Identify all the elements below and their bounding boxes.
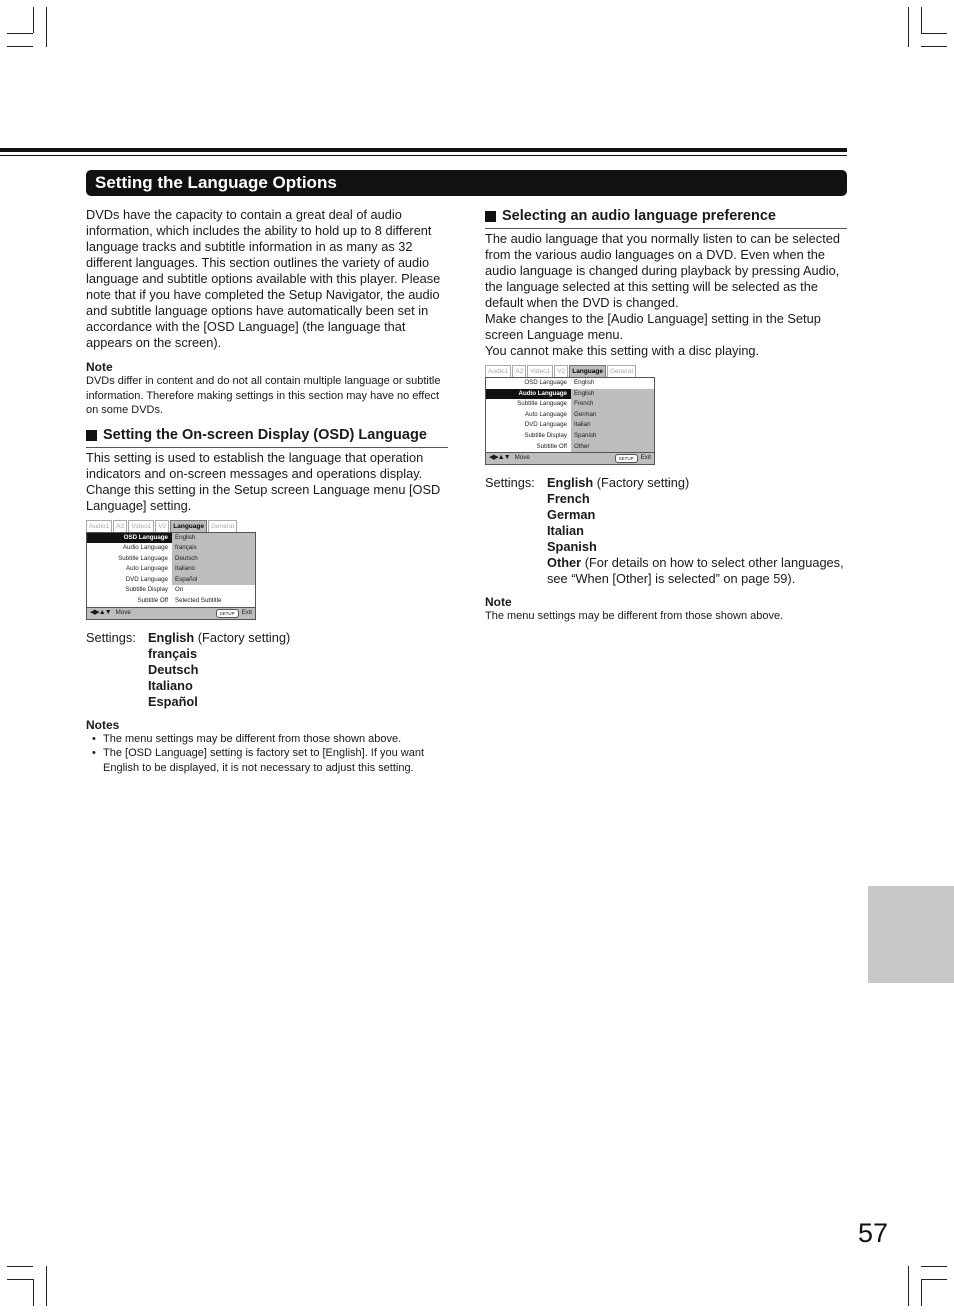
settings-options xyxy=(547,475,847,587)
row-value: English xyxy=(574,379,595,386)
row-value: English xyxy=(172,533,255,544)
row-label: OSD Language xyxy=(524,379,567,386)
osd-row xyxy=(87,585,255,596)
row-value: Selected Subtitle xyxy=(175,597,222,605)
crop-mark xyxy=(33,7,34,33)
tab-language: Language xyxy=(569,365,606,377)
tab-language: Language xyxy=(170,520,207,532)
setting-option: Other xyxy=(547,555,582,571)
osd-row xyxy=(486,389,654,400)
row-label: Audio Language xyxy=(486,389,571,400)
exit-label: Exit xyxy=(640,454,651,462)
row-value: français xyxy=(172,543,255,554)
header-rule-thin xyxy=(0,155,847,156)
move-label: Move xyxy=(514,454,530,462)
tab-audio1: Audio1 xyxy=(86,520,112,532)
setting-option: français xyxy=(148,645,198,661)
row-label: Subtitle Off xyxy=(536,442,567,450)
setting-option: Spanish xyxy=(547,539,597,555)
crop-mark xyxy=(921,7,922,33)
crop-mark xyxy=(921,1266,947,1267)
row-label: Subtitle Language xyxy=(118,554,168,562)
square-bullet-icon xyxy=(86,430,97,441)
osd-panel xyxy=(485,377,655,465)
audio-heading xyxy=(485,207,847,229)
tab-general: General xyxy=(607,365,636,377)
crop-mark xyxy=(46,1266,47,1306)
crop-mark xyxy=(921,33,947,34)
osd-footer xyxy=(87,607,255,619)
note-text: The menu settings may be different from those shown above. xyxy=(485,610,784,623)
row-value: French xyxy=(571,399,654,410)
list-item: • The [OSD Language] setting is factory set to [English]. If you want English to be displayed, it is not necessary to adjust this setting. xyxy=(86,746,448,775)
row-label: DVD Language xyxy=(125,575,168,583)
tab-v2: V2 xyxy=(155,520,169,532)
osd-row xyxy=(87,596,255,607)
crop-mark xyxy=(7,46,33,47)
audio-paragraph-2: Make changes to the [Audio Language] setting in the Setup screen Language menu. xyxy=(485,311,821,342)
crop-mark xyxy=(908,1266,909,1306)
crop-mark xyxy=(7,33,33,34)
crop-mark xyxy=(7,1279,33,1280)
setting-option: Español xyxy=(148,693,198,709)
crop-mark xyxy=(7,1266,33,1267)
audio-settings xyxy=(485,475,847,587)
osd-tabs xyxy=(485,365,655,377)
note-title: Note xyxy=(485,595,512,610)
row-label: Auto Language xyxy=(525,410,567,418)
osd-row xyxy=(87,554,255,565)
crop-mark xyxy=(908,7,909,47)
audio-paragraph: The audio language that you normally listen to can be selected from the various audio languages on a DVD. Even when the audio language is changed during playback by pressing Audio, the language selected at this setting will be selected as the default when the DVD is changed. xyxy=(485,231,840,310)
osd-row xyxy=(87,533,255,544)
crop-mark xyxy=(33,1279,34,1306)
section-title: Setting the Language Options xyxy=(86,170,847,196)
osd-heading-text: Setting the On-screen Display (OSD) Language xyxy=(103,426,427,443)
tab-video1: Video1 xyxy=(527,365,553,377)
move-label: Move xyxy=(115,608,131,616)
row-value: On xyxy=(175,586,184,594)
settings-label: Settings: xyxy=(485,475,535,491)
tab-audio1: Audio1 xyxy=(485,365,511,377)
row-value: German xyxy=(571,410,654,421)
osd-row xyxy=(486,431,654,442)
setting-option: German xyxy=(547,507,596,523)
right-column xyxy=(485,207,847,624)
arrow-keys-icon: ◀▶▲▼ xyxy=(489,454,510,462)
tab-a2: A2 xyxy=(512,365,526,377)
setting-option: French xyxy=(547,491,590,507)
setting-option: English xyxy=(148,629,195,645)
notes-title: Notes xyxy=(86,717,120,732)
settings-options xyxy=(148,630,290,710)
note-text: DVDs differ in content and do not all contain multiple language or subtitle information. Therefore making settings in this section may have no effect on some DVDs. xyxy=(86,375,441,416)
row-value: Italiano xyxy=(172,564,255,575)
setup-key-icon: SETUP xyxy=(615,454,638,463)
note-title: Note xyxy=(86,360,113,374)
row-value: Deutsch xyxy=(172,554,255,565)
osd-row xyxy=(486,410,654,421)
setting-suffix: (Factory setting) xyxy=(593,475,690,491)
tab-general: General xyxy=(208,520,237,532)
osd-settings xyxy=(86,630,448,710)
row-label: OSD Language xyxy=(87,533,172,544)
audio-heading-text: Selecting an audio language preference xyxy=(502,208,776,224)
setup-key-icon: SETUP xyxy=(216,609,239,618)
row-label: Subtitle Language xyxy=(517,400,567,408)
exit-label: Exit xyxy=(241,608,252,616)
setting-option: Italian xyxy=(547,523,584,539)
setting-suffix: (Factory setting) xyxy=(194,629,291,645)
square-bullet-icon xyxy=(485,211,496,222)
settings-label: Settings: xyxy=(86,629,136,645)
osd-screen xyxy=(86,520,256,620)
row-label: Auto Language xyxy=(126,565,168,573)
osd-row xyxy=(87,575,255,586)
row-label: Subtitle Display xyxy=(125,586,168,594)
osd-row xyxy=(486,399,654,410)
setting-option: English xyxy=(547,475,594,491)
setting-option: Italiano xyxy=(148,677,193,693)
osd-row xyxy=(486,378,654,389)
audio-paragraph-3: You cannot make this setting with a disc playing. xyxy=(485,343,760,358)
tab-video1: Video1 xyxy=(128,520,154,532)
osd-panel xyxy=(86,532,256,620)
row-value: English xyxy=(571,389,654,400)
row-label: Subtitle Off xyxy=(137,597,168,605)
tab-v2: V2 xyxy=(554,365,568,377)
osd-heading xyxy=(86,426,448,448)
notes-list xyxy=(86,732,448,776)
chapter-tab xyxy=(868,886,954,983)
osd-row xyxy=(87,564,255,575)
osd-row xyxy=(87,543,255,554)
osd-tabs xyxy=(86,520,256,532)
row-label: DVD Language xyxy=(524,421,567,429)
osd-row xyxy=(486,420,654,431)
list-item: • The menu settings may be different from those shown above. xyxy=(86,732,448,747)
osd-footer xyxy=(486,452,654,464)
row-value: Español xyxy=(172,575,255,586)
audio-screen xyxy=(485,365,655,465)
tab-a2: A2 xyxy=(113,520,127,532)
osd-paragraph: This setting is used to establish the language that operation indicators and on-screen messages and operations display. Change this setting in the Setup screen Language menu [OSD Language] setting. xyxy=(86,449,441,513)
row-value: Spanish xyxy=(571,431,654,442)
row-label: Audio Language xyxy=(122,544,168,552)
intro-paragraph: DVDs have the capacity to contain a great deal of audio information, which includes the ability to hold up to 8 different language tracks and subtitle information in as many as 32 different languages. This section outlines the variety of audio language and subtitle options available with this player. Please note that if you have completed the Setup Navigator, the audio and subtitle language options have automatically been set in accordance with the [OSD Language] (the language that appears on the screen). xyxy=(86,207,441,350)
crop-mark xyxy=(921,1279,947,1280)
crop-mark xyxy=(921,1279,922,1306)
osd-row xyxy=(486,442,654,453)
header-rule xyxy=(0,148,847,152)
row-value: Italian xyxy=(571,420,654,431)
setting-suffix: (For details on how to select other languages, see “When [Other] is selected” on page 59). xyxy=(547,555,844,587)
crop-mark xyxy=(921,46,947,47)
crop-mark xyxy=(46,7,47,47)
setting-option: Deutsch xyxy=(148,661,199,677)
row-label: Subtitle Display xyxy=(524,431,567,439)
left-column xyxy=(86,207,448,775)
page-number: 57 xyxy=(858,1218,889,1248)
row-value: Other xyxy=(571,442,654,453)
arrow-keys-icon: ◀▶▲▼ xyxy=(90,608,111,616)
